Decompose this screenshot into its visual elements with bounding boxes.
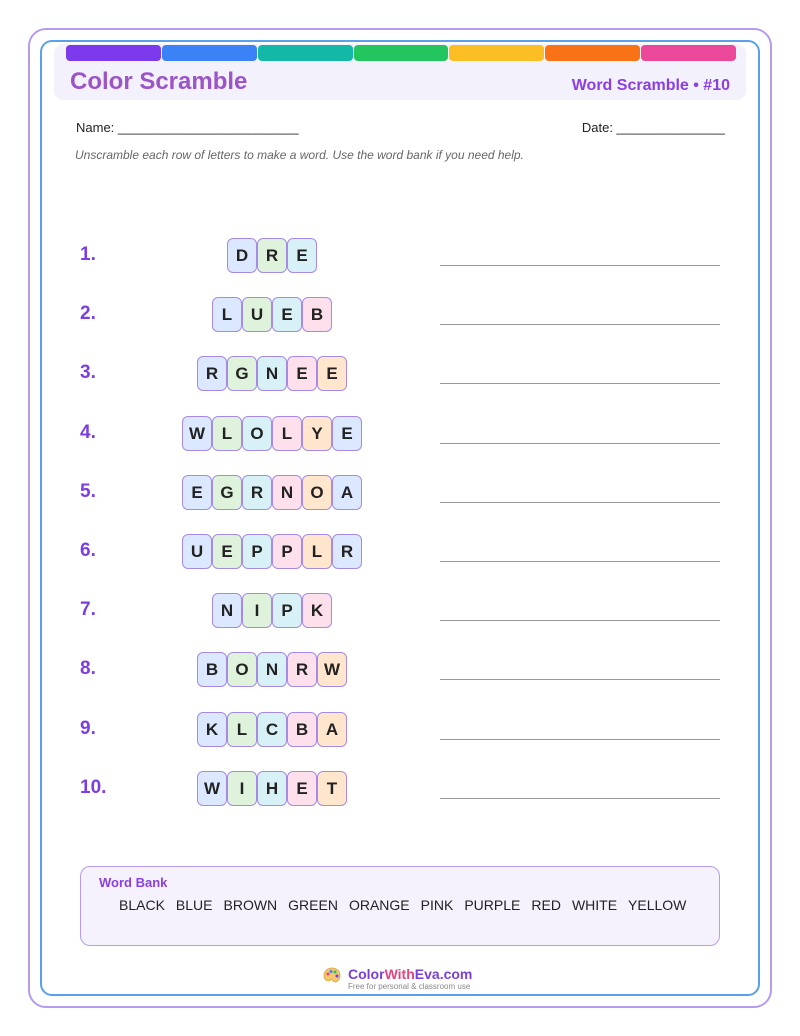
letter-tile: K — [197, 712, 227, 747]
letter-tile: N — [257, 652, 287, 687]
letter-tile: E — [332, 416, 362, 451]
letter-tile: E — [287, 771, 317, 806]
worksheet-subtitle: Word Scramble • #10 — [571, 77, 730, 94]
footer-tagline: Free for personal & classroom use — [348, 982, 471, 991]
row-number: 1. — [80, 244, 96, 265]
word-bank-word: PINK — [420, 897, 454, 913]
letter-tile: B — [197, 652, 227, 687]
rainbow-segment — [641, 45, 736, 61]
row-number: 5. — [80, 481, 96, 502]
rainbow-segment — [545, 45, 640, 61]
row-number: 3. — [80, 362, 96, 383]
letter-tile: L — [212, 416, 242, 451]
word-bank-word: BLUE — [175, 897, 213, 913]
brand-name[interactable]: ColorWithEva.com — [348, 966, 473, 982]
word-bank-title: Word Bank — [99, 875, 168, 890]
letter-tile: U — [242, 297, 272, 332]
letter-tile: I — [227, 771, 257, 806]
letter-tiles — [197, 712, 347, 747]
letter-tile: N — [257, 356, 287, 391]
letter-tile: R — [242, 475, 272, 510]
letter-tile: L — [302, 534, 332, 569]
letter-tiles — [197, 356, 347, 391]
scramble-row — [0, 236, 800, 276]
answer-line[interactable] — [440, 620, 720, 621]
letter-tile: K — [302, 593, 332, 628]
answer-line[interactable] — [440, 561, 720, 562]
letter-tile: B — [287, 712, 317, 747]
footer — [322, 966, 472, 991]
letter-tile: L — [227, 712, 257, 747]
word-bank-word: WHITE — [571, 897, 618, 913]
scramble-row — [0, 769, 800, 809]
word-bank-word: BLACK — [119, 897, 165, 913]
letter-tile: Y — [302, 416, 332, 451]
letter-tile: E — [212, 534, 242, 569]
rainbow-segment — [449, 45, 544, 61]
row-number: 4. — [80, 422, 96, 443]
letter-tile: R — [257, 238, 287, 273]
row-number: 7. — [80, 599, 96, 620]
letter-tiles — [182, 416, 362, 451]
letter-tile: P — [272, 593, 302, 628]
letter-tile: G — [212, 475, 242, 510]
scramble-row — [0, 414, 800, 454]
scramble-row — [0, 710, 800, 750]
answer-line[interactable] — [440, 502, 720, 503]
letter-tiles — [197, 652, 347, 687]
letter-tile: R — [332, 534, 362, 569]
inner-border — [40, 40, 760, 996]
row-number: 2. — [80, 303, 96, 324]
letter-tile: D — [227, 238, 257, 273]
scramble-row — [0, 650, 800, 690]
letter-tile: U — [182, 534, 212, 569]
letter-tile: E — [317, 356, 347, 391]
letter-tile: P — [272, 534, 302, 569]
letter-tiles — [197, 771, 347, 806]
letter-tile: B — [302, 297, 332, 332]
letter-tile: N — [272, 475, 302, 510]
word-bank-word: YELLOW — [628, 897, 687, 913]
answer-line[interactable] — [440, 739, 720, 740]
row-number: 10. — [80, 777, 107, 798]
answer-line[interactable] — [440, 798, 720, 799]
letter-tiles — [212, 593, 332, 628]
word-bank-word: RED — [531, 897, 561, 913]
answer-line[interactable] — [440, 679, 720, 680]
letter-tiles — [227, 238, 317, 273]
letter-tile: W — [317, 652, 347, 687]
scramble-row — [0, 295, 800, 335]
letter-tile: P — [242, 534, 272, 569]
scramble-row — [0, 532, 800, 572]
name-field[interactable]: Name: _________________________ — [76, 120, 299, 135]
letter-tile: R — [287, 652, 317, 687]
word-bank-word: PURPLE — [464, 897, 521, 913]
answer-line[interactable] — [440, 383, 720, 384]
rainbow-segment — [258, 45, 353, 61]
scramble-row — [0, 473, 800, 513]
letter-tile: W — [182, 416, 212, 451]
letter-tile: W — [197, 771, 227, 806]
letter-tile: E — [182, 475, 212, 510]
letter-tile: N — [212, 593, 242, 628]
letter-tiles — [182, 534, 362, 569]
letter-tile: C — [257, 712, 287, 747]
letter-tile: O — [242, 416, 272, 451]
letter-tile: O — [302, 475, 332, 510]
palette-icon — [322, 966, 342, 986]
word-bank-word: ORANGE — [348, 897, 410, 913]
letter-tile: A — [317, 712, 347, 747]
rainbow-segment — [66, 45, 161, 61]
letter-tile: E — [287, 238, 317, 273]
row-number: 9. — [80, 718, 96, 739]
instructions: Unscramble each row of letters to make a word. Use the word bank if you need help. — [75, 148, 524, 162]
rainbow-bar — [66, 45, 736, 61]
letter-tile: R — [197, 356, 227, 391]
letter-tiles — [212, 297, 332, 332]
letter-tile: L — [212, 297, 242, 332]
word-bank-word: BROWN — [223, 897, 278, 913]
word-bank-list — [119, 897, 686, 913]
page-title: Color Scramble — [70, 68, 248, 95]
scramble-row — [0, 591, 800, 631]
letter-tile: G — [227, 356, 257, 391]
letter-tile: A — [332, 475, 362, 510]
letter-tile: T — [317, 771, 347, 806]
letter-tile: I — [242, 593, 272, 628]
letter-tiles — [182, 475, 362, 510]
date-field[interactable]: Date: _______________ — [581, 120, 725, 135]
answer-line[interactable] — [440, 443, 720, 444]
letter-tile: O — [227, 652, 257, 687]
scramble-row — [0, 354, 800, 394]
letter-tile: L — [272, 416, 302, 451]
answer-line[interactable] — [440, 265, 720, 266]
letter-tile: E — [272, 297, 302, 332]
letter-tile: H — [257, 771, 287, 806]
answer-line[interactable] — [440, 324, 720, 325]
letter-tile: E — [287, 356, 317, 391]
word-bank — [80, 866, 720, 946]
rainbow-segment — [162, 45, 257, 61]
row-number: 8. — [80, 658, 96, 679]
rainbow-segment — [354, 45, 449, 61]
row-number: 6. — [80, 540, 96, 561]
word-bank-word: GREEN — [288, 897, 338, 913]
